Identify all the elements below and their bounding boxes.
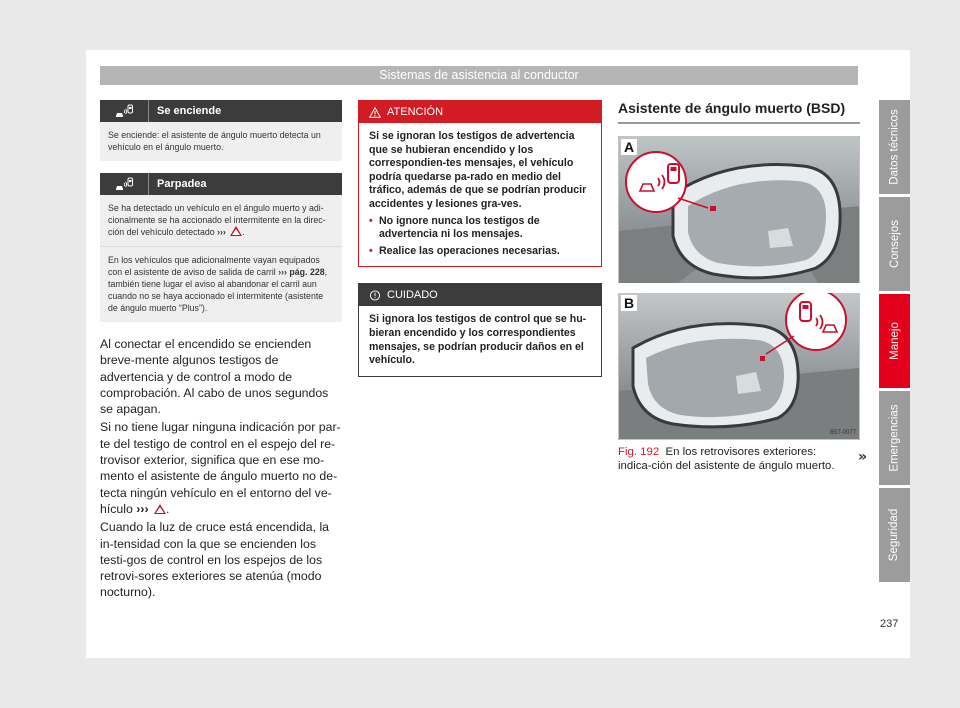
tab-emergencias[interactable] (879, 391, 910, 485)
info-circle-icon (369, 290, 381, 301)
tab-label: Manejo (888, 322, 901, 360)
cross-ref-arrows: ››› (136, 501, 149, 516)
blind-spot-car-icon (100, 173, 149, 195)
tab-label: Emergencias (888, 404, 901, 472)
table-cell-blink-1 (100, 195, 342, 246)
table-cell-blink-2 (100, 246, 342, 322)
table-header-row2 (100, 173, 342, 195)
table-header-row1 (100, 100, 342, 122)
warning-bullet (369, 215, 592, 242)
tab-manejo[interactable] (879, 294, 910, 388)
tab-label: Consejos (888, 220, 901, 268)
blind-spot-car-icon (100, 100, 149, 122)
table-label-on: Se enciende (157, 105, 222, 117)
warning-text: Si se ignoran los testigos de advertencia que se hubieran encendido y los correspondien-tes mensajes, el vehículo podría quedarse pa-rado en medio del tráfico, además de que se podrían producir accidentes y lesiones gra-ves. (369, 130, 587, 210)
middle-column (358, 100, 602, 377)
tab-datos-tecnicos[interactable] (879, 100, 910, 194)
caption-text: En los retrovisores exteriores: indica-ción del asistente de ángulo muerto. (618, 446, 835, 472)
right-column (618, 100, 860, 473)
bullet-text: Realice las operaciones necesarias. (379, 244, 560, 257)
figure-caption (618, 445, 860, 473)
cell-text: En los vehículos que adicionalmente vayan equipados con el asistente de aviso de salida de carril (108, 255, 320, 277)
page-reference-link[interactable]: ››› pág. 228 (278, 267, 325, 277)
bullet-dot: • (369, 214, 373, 227)
figure-number: Fig. 192 (618, 446, 660, 458)
tab-consejos[interactable] (879, 197, 910, 291)
figure-label-b: B (621, 295, 637, 311)
warning-triangle-icon (230, 226, 245, 237)
warning-bullet (369, 245, 592, 259)
cell-text-end: . (242, 227, 245, 237)
page-number: 237 (880, 618, 899, 630)
section-title: Asistente de ángulo muerto (BSD) (618, 100, 860, 124)
body-paragraph-1: Al conectar el encendido se encienden breve-mente algunos testigos de advertencia y de control a modo de comprobación. Al cabo de unos segundos se apagan. (100, 337, 329, 417)
caution-text: Si ignora los testigos de control que se hu-bieran encendido y los correspondientes mensajes, se podrían producir daños en el vehículo. (369, 313, 587, 367)
caution-header (359, 284, 601, 306)
left-column (100, 100, 342, 601)
mirror-illustration (618, 136, 860, 440)
cell-text: Se ha detectado un vehículo en el ángulo muerto y adi-cionalmente se ha accionado el intermitente en la direc-ción del vehículo detectado (108, 203, 326, 237)
warning-box (358, 100, 602, 267)
body-paragraph-2 (100, 419, 342, 517)
figure-mirrors (618, 136, 860, 440)
bullet-dot: • (369, 244, 373, 257)
warning-triangle-icon (369, 107, 381, 118)
caution-box (358, 283, 602, 376)
table-label-blink: Parpadea (157, 178, 207, 190)
body-paragraph-3: Cuando la luz de cruce está encendida, la in-tensidad con la que se encienden los testi-gos de control en los espejos de los retrovi-sores exteriores se atenúa (modo nocturno). (100, 520, 330, 600)
warning-title: ATENCIÓN (387, 106, 444, 118)
cell-text: , también tiene lugar el aviso al abandonar el carril aun cuando no se haya accionado el intermitente (asistente de ángulo muerto “Plus”). (108, 267, 328, 313)
tab-seguridad[interactable] (879, 488, 910, 582)
warning-header (359, 101, 601, 123)
tab-label: Seguridad (888, 508, 901, 562)
figure-code: B5T-0077 (829, 430, 856, 436)
cross-ref-arrows: ››› (217, 227, 226, 237)
caution-title: CUIDADO (387, 289, 438, 302)
paragraph-end: . (165, 501, 170, 516)
tab-label: Datos técnicos (888, 109, 901, 185)
continue-arrow-icon: » (858, 449, 868, 465)
page-header: Sistemas de asistencia al conductor (100, 66, 858, 85)
warning-body (359, 123, 601, 266)
bullet-text: No ignore nunca los testigos de advertencia ni los mensajes. (379, 214, 540, 241)
warning-triangle-icon (154, 504, 166, 514)
figure-label-a: A (621, 139, 637, 155)
table-cell-on: Se enciende: el asistente de ángulo muerto detecta un vehículo en el ángulo muerto. (100, 122, 342, 161)
paragraph-text: Si no tiene lugar ninguna indicación por par-te del testigo de control en el espejo del re-trovisor exterior, significa que en ese mo-mento el asistente de ángulo muerto no de-tecta ningún vehículo en el entorno del ve-hículo (100, 420, 341, 516)
